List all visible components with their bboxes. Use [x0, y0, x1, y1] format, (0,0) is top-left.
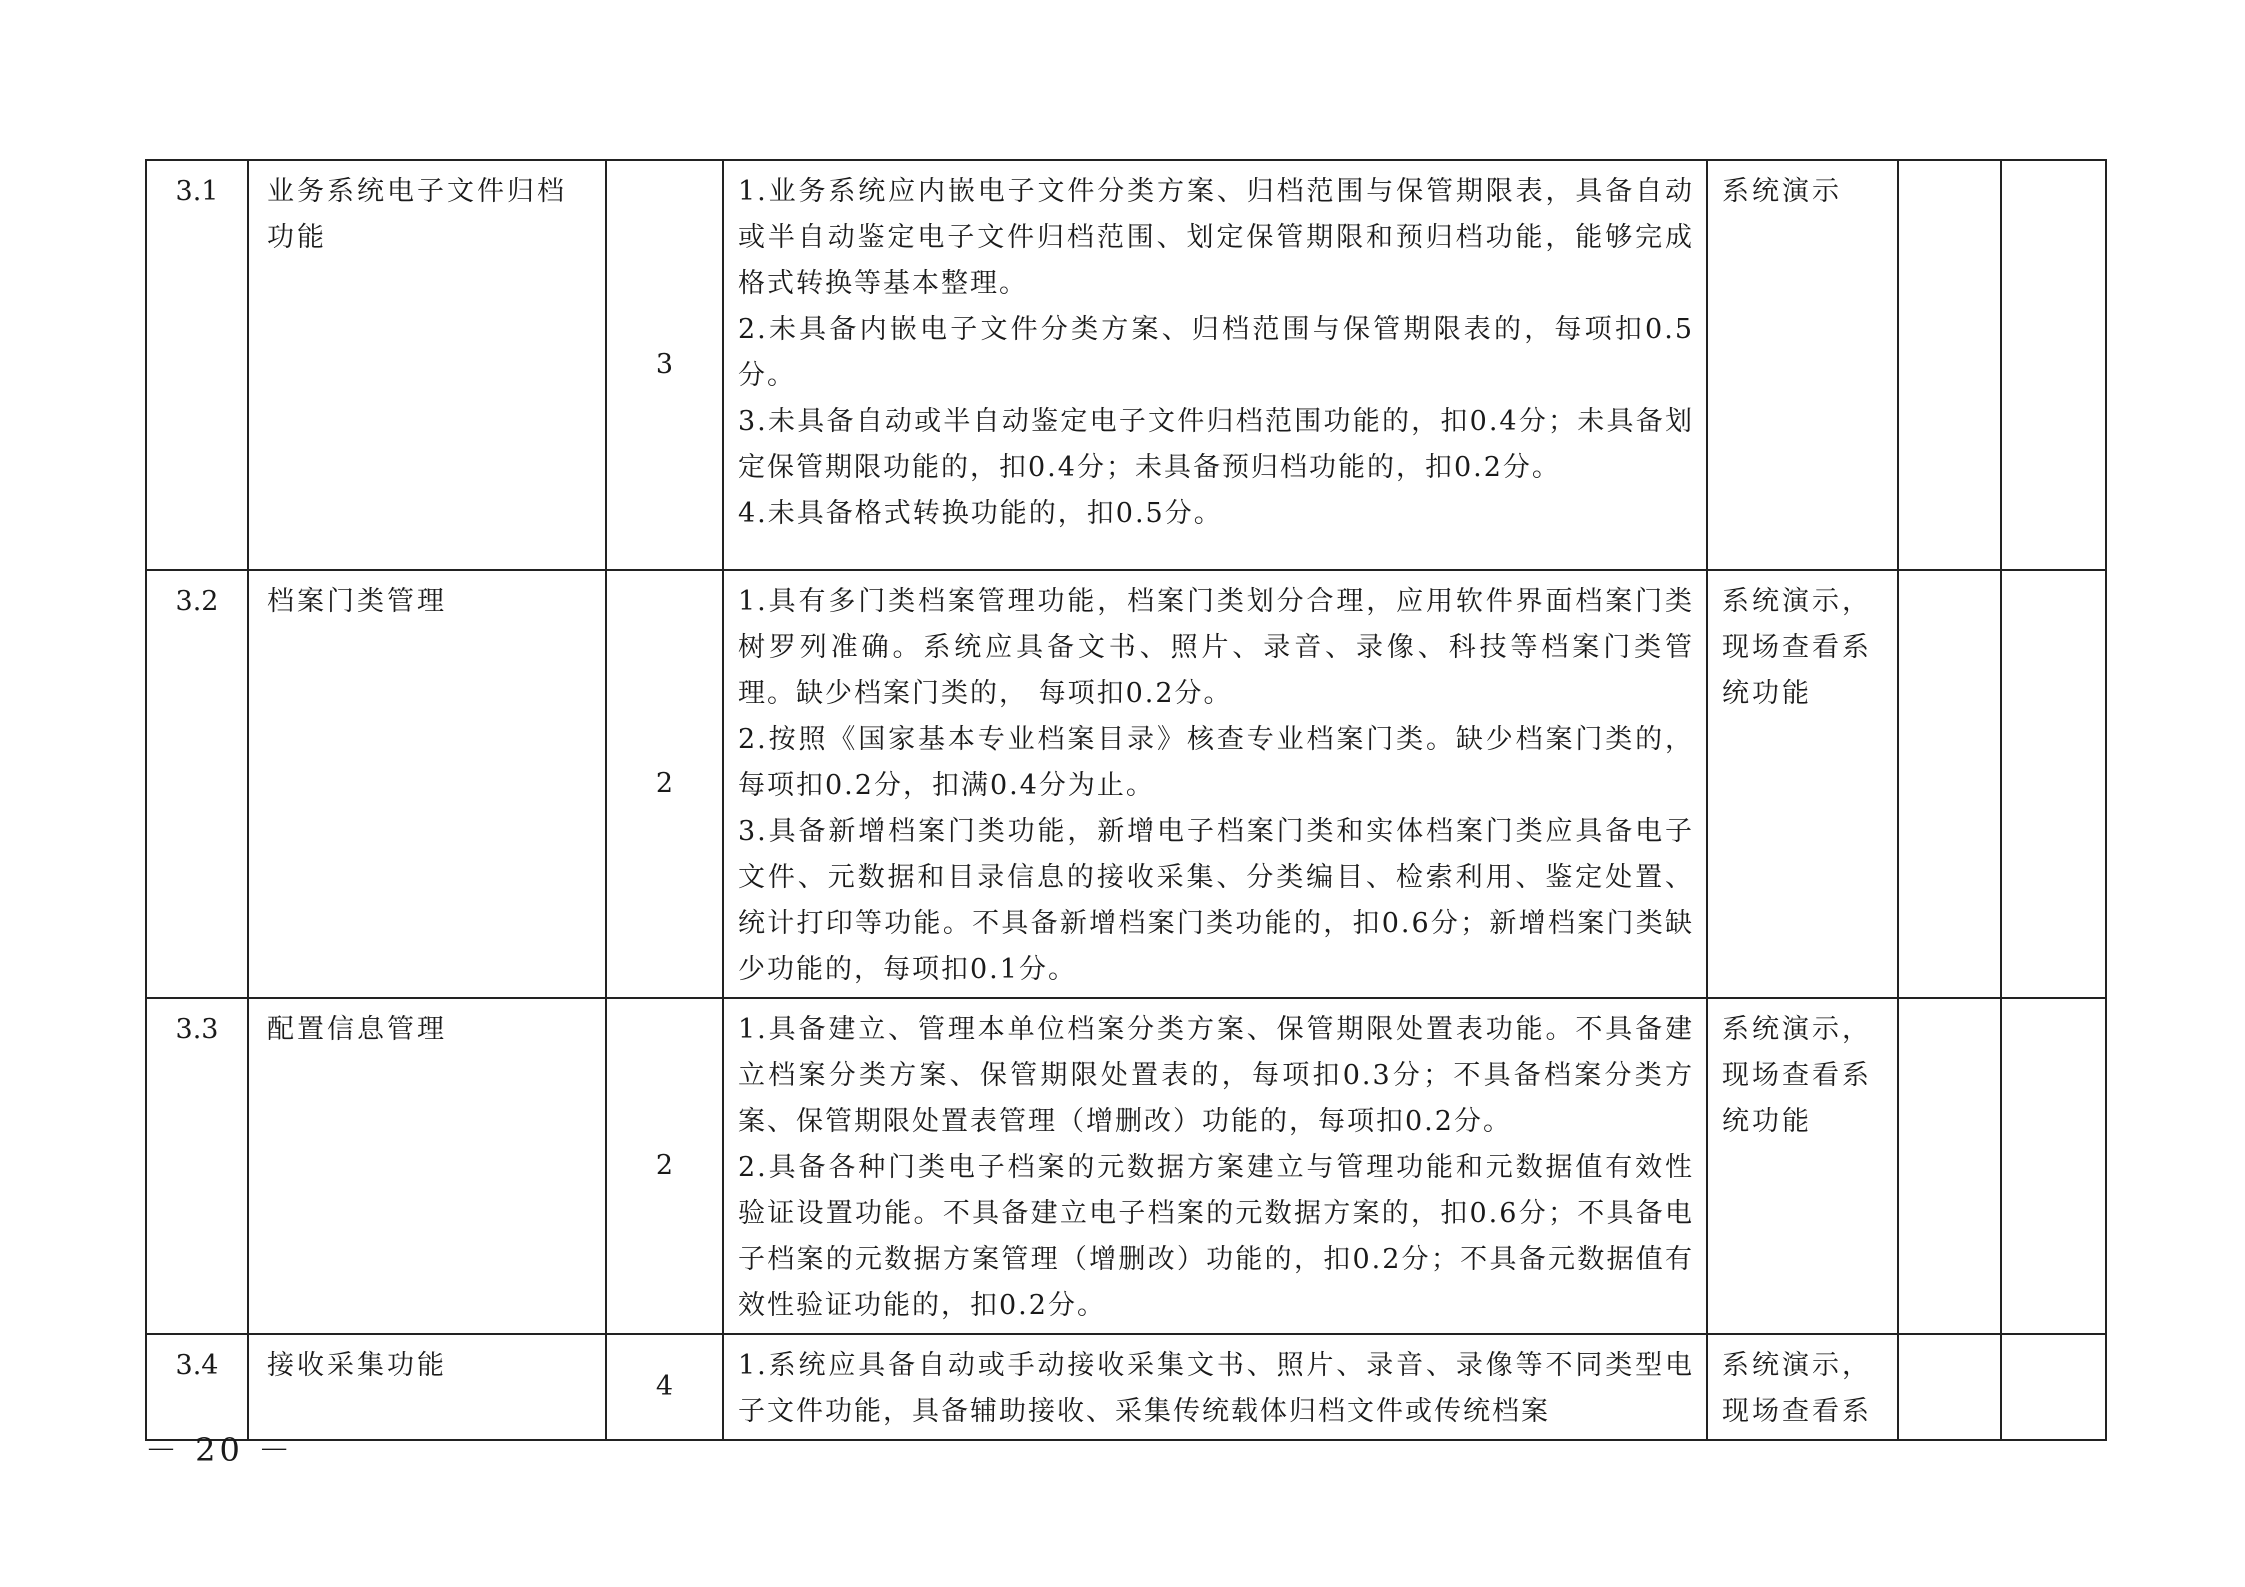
- row-number: 3.1: [146, 160, 248, 570]
- item-name: 配置信息管理: [248, 998, 606, 1334]
- table-row: [146, 1334, 2106, 1440]
- criteria-text: 1.系统应具备自动或手动接收采集文书、照片、录音、录像等不同类型电子文件功能，具备辅助接收、采集传统载体归档文件或传统档案: [738, 1350, 1694, 1427]
- criteria-text: 2.具备各种门类电子档案的元数据方案建立与管理功能和元数据值有效性验证设置功能。不具备建立电子档案的元数据方案的，扣0.6分；不具备电子档案的元数据方案管理（增删改）功能的，扣0.2分；不具备元数据值有效性验证功能的，扣0.2分。: [738, 1152, 1694, 1321]
- criteria-text: 1.具备建立、管理本单位档案分类方案、保管期限处置表功能。不具备建立档案分类方案、保管期限处置表的，每项扣0.3分；不具备档案分类方案、保管期限处置表管理（增删改）功能的，每项扣0.2分。: [738, 1014, 1694, 1137]
- criteria-cell: [723, 1334, 1707, 1440]
- row-number: 3.3: [146, 998, 248, 1334]
- assessment-table: [145, 159, 2107, 1441]
- criteria-text: 2.未具备内嵌电子文件分类方案、归档范围与保管期限表的，每项扣0.5分。: [738, 314, 1694, 391]
- table-row: [146, 160, 2106, 570]
- method: 系统演示，现场查看系: [1707, 1334, 1898, 1440]
- score: 4: [606, 1334, 723, 1440]
- score: 2: [606, 998, 723, 1334]
- empty-cell: [2001, 160, 2106, 570]
- item-name: 接收采集功能: [248, 1334, 606, 1440]
- empty-cell: [2001, 998, 2106, 1334]
- empty-cell: [1898, 1334, 2001, 1440]
- criteria-text: 3.具备新增档案门类功能，新增电子档案门类和实体档案门类应具备电子文件、元数据和目录信息的接收采集、分类编目、检索利用、鉴定处置、统计打印等功能。不具备新增档案门类功能的，扣0.6分；新增档案门类缺少功能的，每项扣0.1分。: [738, 816, 1694, 985]
- criteria-cell: [723, 160, 1707, 570]
- method: 系统演示: [1707, 160, 1898, 570]
- item-name: 业务系统电子文件归档功能: [248, 160, 606, 570]
- criteria-text: 1.业务系统应内嵌电子文件分类方案、归档范围与保管期限表，具备自动或半自动鉴定电子文件归档范围、划定保管期限和预归档功能，能够完成格式转换等基本整理。: [738, 176, 1694, 299]
- method: 系统演示，现场查看系统功能: [1707, 998, 1898, 1334]
- empty-cell: [1898, 160, 2001, 570]
- score: 2: [606, 570, 723, 998]
- empty-cell: [2001, 570, 2106, 998]
- row-number: 3.2: [146, 570, 248, 998]
- criteria-text: 2.按照《国家基本专业档案目录》核查专业档案门类。缺少档案门类的，每项扣0.2分，扣满0.4分为止。: [738, 724, 1694, 801]
- criteria-cell: [723, 998, 1707, 1334]
- score: 3: [606, 160, 723, 570]
- empty-cell: [2001, 1334, 2106, 1440]
- criteria-cell: [723, 570, 1707, 998]
- empty-cell: [1898, 570, 2001, 998]
- criteria-text: 4.未具备格式转换功能的，扣0.5分。: [738, 498, 1223, 529]
- criteria-text: 3.未具备自动或半自动鉴定电子文件归档范围功能的，扣0.4分；未具备划定保管期限功能的，扣0.4分；未具备预归档功能的，扣0.2分。: [738, 406, 1694, 483]
- page-number: － 20 －: [145, 1431, 295, 1469]
- empty-cell: [1898, 998, 2001, 1334]
- row-number: 3.4: [146, 1334, 248, 1440]
- criteria-text: 1.具有多门类档案管理功能，档案门类划分合理，应用软件界面档案门类树罗列准确。系统应具备文书、照片、录音、录像、科技等档案门类管理。缺少档案门类的， 每项扣0.2分。: [738, 586, 1694, 709]
- table-row: [146, 570, 2106, 998]
- item-name: 档案门类管理: [248, 570, 606, 998]
- method: 系统演示，现场查看系统功能: [1707, 570, 1898, 998]
- table-row: [146, 998, 2106, 1334]
